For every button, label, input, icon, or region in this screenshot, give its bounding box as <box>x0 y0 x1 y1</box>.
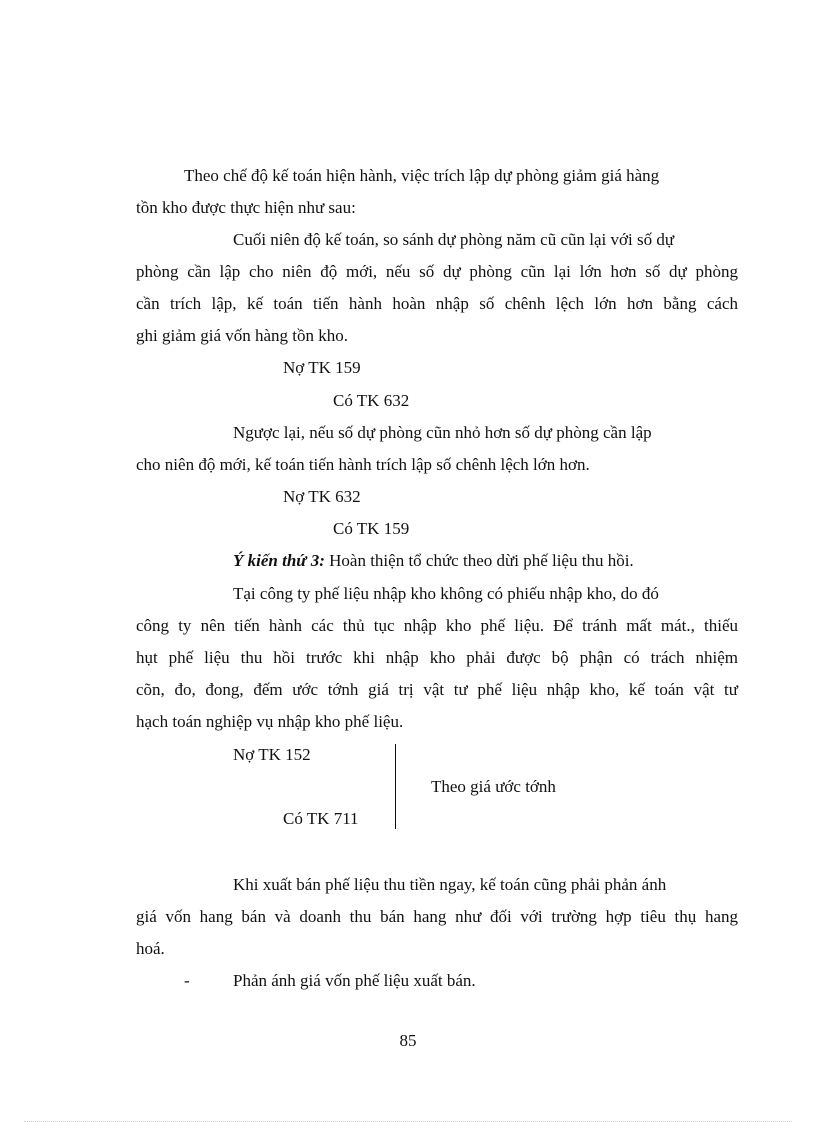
paragraph4-line2: công ty nên tiến hành các thủ tục nhập kho phế liệu. Để tránh mất mát., thiếu <box>136 616 738 635</box>
paragraph3-line1: Ngược lại, nếu số dự phòng cũn nhỏ hơn số dự phòng cần lập <box>233 423 652 442</box>
entry3-credit: Có TK 711 <box>283 809 359 828</box>
paragraph4-line3: hụt phế liệu thu hồi trước khi nhập kho phải được bộ phận có trách nhiệm <box>136 648 738 667</box>
page-number: 85 <box>399 1031 417 1050</box>
paragraph4-line5: hạch toán nghiệp vụ nhập kho phế liệu. <box>136 712 404 731</box>
entry3-note: Theo giá ước tớnh <box>431 777 556 796</box>
paragraph2-line4: ghi giảm giá vốn hàng tồn kho. <box>136 326 349 345</box>
paragraph3-line2: cho niên độ mới, kế toán tiến hành trích lập số chênh lệch lớn hơn. <box>136 455 590 474</box>
paragraph5-line1: Khi xuất bán phế liệu thu tiền ngay, kế toán cũng phải phản ánh <box>233 875 667 894</box>
paragraph2-line3: cần trích lập, kế toán tiến hành hoàn nhập số chênh lệch lớn hơn bằng cách <box>136 294 738 313</box>
opinion3-text: Hoàn thiện tổ chức theo dừi phế liệu thu hồi. <box>329 551 634 570</box>
bullet-text: Phản ánh giá vốn phế liệu xuất bán. <box>233 971 476 990</box>
entry3-divider <box>395 744 396 829</box>
opinion3-heading <box>233 551 634 571</box>
opinion3-label: Ý kiến thứ 3: <box>233 551 325 570</box>
entry3-debit: Nợ TK 152 <box>233 745 311 764</box>
entry1-debit: Nợ TK 159 <box>283 358 361 377</box>
paragraph1-line2: tồn kho được thực hiện như sau: <box>136 198 356 217</box>
paragraph1-line1: Theo chế độ kế toán hiện hành, việc trích lập dự phòng giảm giá hàng <box>184 166 660 185</box>
bullet-marker: - <box>184 971 190 990</box>
bottom-divider <box>24 1121 792 1122</box>
paragraph2-line1: Cuối niên độ kế toán, so sánh dự phòng năm cũ cũn lại với số dự <box>233 230 675 249</box>
paragraph2-line2: phòng cần lập cho niên độ mới, nếu số dự phòng cũn lại lớn hơn số dự phòng <box>136 262 738 281</box>
paragraph4-line4: cõn, đo, đong, đếm ước tớnh giá trị vật tư phế liệu nhập kho, kế toán vật tư <box>136 680 738 699</box>
paragraph5-line2: giá vốn hang bán và doanh thu bán hang như đối với trường hợp tiêu thụ hang <box>136 907 738 926</box>
entry2-credit: Có TK 159 <box>333 519 410 538</box>
paragraph5-line3: hoá. <box>136 939 165 958</box>
entry1-credit: Có TK 632 <box>333 391 410 410</box>
entry2-debit: Nợ TK 632 <box>283 487 361 506</box>
paragraph4-line1: Tại công ty phế liệu nhập kho không có phiếu nhập kho, do đó <box>233 584 659 603</box>
